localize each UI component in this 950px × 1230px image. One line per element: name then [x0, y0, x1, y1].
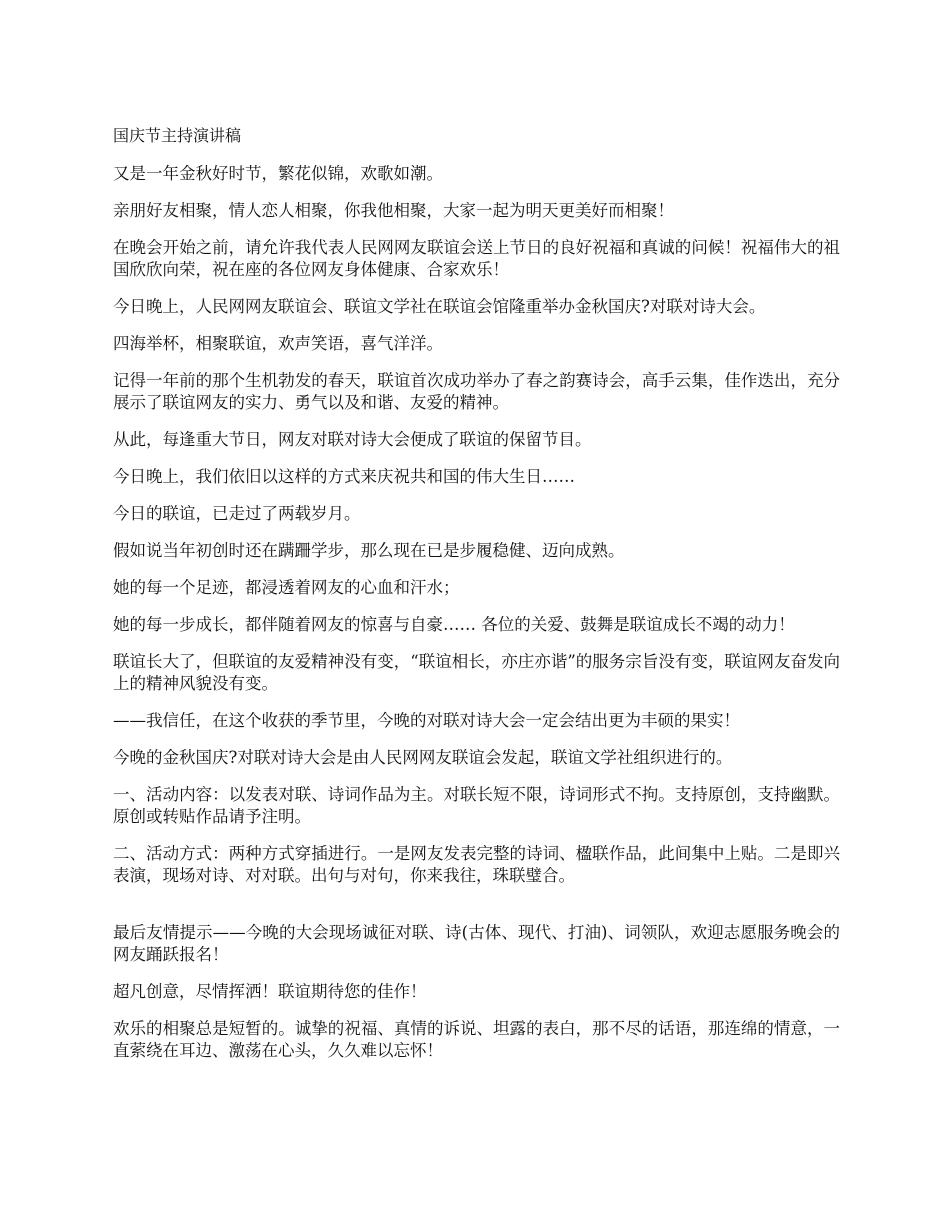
paragraph: 超凡创意，尽情挥洒！联谊期待您的佳作！	[113, 982, 427, 1001]
paragraph: 她的每一步成长，都伴随着网友的惊喜与自豪…… 各位的关爱、鼓舞是联谊成长不竭的动力！	[113, 615, 795, 634]
paragraph: 四海举杯，相聚联谊，欢声笑语，喜气洋洋。	[113, 334, 443, 353]
paragraph: 联谊长大了，但联谊的友爱精神没有变，“联谊相长，亦庄亦谐”的服务宗旨没有变，联谊网友奋发向上的精神风貌没有变。	[113, 652, 840, 693]
paragraph: 今日晚上，我们依旧以这样的方式来庆祝共和国的伟大生日……	[113, 467, 575, 486]
paragraph: 欢乐的相聚总是短暂的。诚挚的祝福、真情的诉说、坦露的表白，那不尽的话语，那连绵的情意，一直萦绕在耳边、激荡在心头，久久难以忘怀！	[113, 1019, 840, 1060]
paragraph: 假如说当年初创时还在蹒跚学步，那么现在已是步履稳健、迈向成熟。	[113, 541, 625, 560]
paragraph: 二、活动方式：两种方式穿插进行。一是网友发表完整的诗词、楹联作品，此间集中上贴。二是即兴表演，现场对诗、对对联。出句与对句，你来我往，珠联璧合。	[113, 844, 840, 885]
paragraph: 亲朋好友相聚，情人恋人相聚，你我他相聚，大家一起为明天更美好而相聚！	[113, 201, 674, 220]
paragraph: 最后友情提示——今晚的大会现场诚征对联、诗(古体、现代、打油)、词领队，欢迎志愿服务晚会的网友踊跃报名！	[113, 923, 840, 964]
paragraph: 今日的联谊，已走过了两载岁月。	[113, 504, 361, 523]
paragraph: 记得一年前的那个生机勃发的春天，联谊首次成功举办了春之韵赛诗会，高手云集，佳作迭出，充分展示了联谊网友的实力、勇气以及和谐、友爱的精神。	[113, 371, 840, 412]
document-title: 国庆节主持演讲稿	[113, 126, 242, 145]
paragraph: 又是一年金秋好时节，繁花似锦，欢歌如潮。	[113, 164, 443, 183]
paragraph: ——我信任，在这个收获的季节里，今晚的对联对诗大会一定会结出更为丰硕的果实！	[113, 711, 740, 730]
paragraph: 从此，每逢重大节日，网友对联对诗大会便成了联谊的保留节目。	[113, 430, 592, 449]
paragraph: 今日晚上，人民网网友联谊会、联谊文学社在联谊会馆隆重举办金秋国庆?对联对诗大会。	[113, 297, 766, 316]
paragraph: 今晚的金秋国庆?对联对诗大会是由人民网网友联谊会发起，联谊文学社组织进行的。	[113, 748, 733, 767]
paragraph: 在晚会开始之前，请允许我代表人民网网友联谊会送上节日的良好祝福和真诚的问候！祝福伟大的祖国欣欣向荣，祝在座的各位网友身体健康、合家欢乐！	[113, 238, 840, 279]
paragraph: 她的每一个足迹，都浸透着网友的心血和汗水；	[113, 578, 460, 597]
paragraph: 一、活动内容：以发表对联、诗词作品为主。对联长短不限，诗词形式不拘。支持原创，支持幽默。原创或转贴作品请予注明。	[113, 785, 840, 826]
document-page	[113, 126, 840, 1077]
